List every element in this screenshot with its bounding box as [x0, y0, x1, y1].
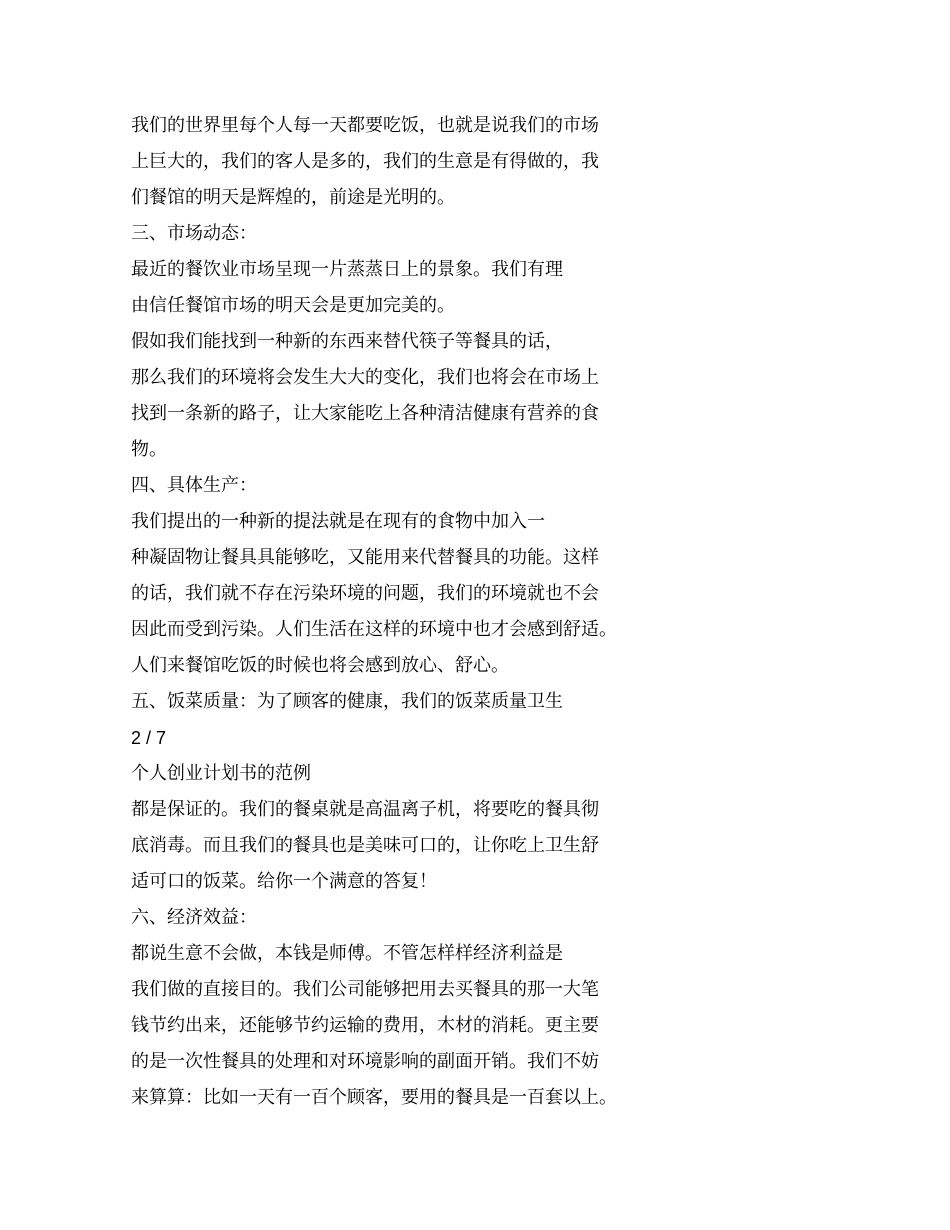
body-line: 适可口的饭菜。给你一个满意的答复！	[131, 871, 437, 892]
document-page	[131, 108, 931, 1116]
section-heading-production: 四、具体生产：	[131, 475, 257, 496]
body-line: 我们的世界里每个人每一天都要吃饭，也就是说我们的市场	[131, 115, 599, 136]
body-line: 们餐馆的明天是辉煌的，前途是光明的。	[131, 187, 455, 208]
body-line: 那么我们的环境将会发生大大的变化，我们也将会在市场上	[131, 367, 599, 388]
body-line: 种凝固物让餐具具能够吃，又能用来代替餐具的功能。这样	[131, 547, 599, 568]
body-line: 上巨大的，我们的客人是多的，我们的生意是有得做的，我	[131, 151, 599, 172]
body-line: 找到一条新的路子，让大家能吃上各种清洁健康有营养的食	[131, 403, 599, 424]
page-number: 2 / 7	[131, 728, 167, 748]
body-line: 因此而受到污染。人们生活在这样的环境中也才会感到舒适。	[131, 619, 617, 640]
section-heading-quality: 五、饭菜质量：为了顾客的健康，我们的饭菜质量卫生	[131, 691, 563, 712]
body-line: 的话，我们就不存在污染环境的问题，我们的环境就也不会	[131, 583, 599, 604]
body-line: 物。	[131, 439, 167, 460]
body-line: 人们来餐馆吃饭的时候也将会感到放心、舒心。	[131, 655, 509, 676]
body-line: 由信任餐馆市场的明天会是更加完美的。	[131, 295, 455, 316]
body-line: 我们做的直接目的。我们公司能够把用去买餐具的那一大笔	[131, 979, 599, 1000]
body-line: 的是一次性餐具的处理和对环境影响的副面开销。我们不妨	[131, 1051, 599, 1072]
body-line: 钱节约出来，还能够节约运输的费用，木材的消耗。更主要	[131, 1015, 599, 1036]
body-line: 都是保证的。我们的餐桌就是高温离子机，将要吃的餐具彻	[131, 799, 599, 820]
body-line: 底消毒。而且我们的餐具也是美味可口的，让你吃上卫生舒	[131, 835, 599, 856]
body-line: 都说生意不会做，本钱是师傅。不管怎样样经济利益是	[131, 943, 563, 964]
body-line: 假如我们能找到一种新的东西来替代筷子等餐具的话，	[131, 331, 563, 352]
section-heading-market: 三、市场动态：	[131, 223, 257, 244]
body-line: 来算算：比如一天有一百个顾客，要用的餐具是一百套以上。	[131, 1087, 617, 1108]
section-heading-economics: 六、经济效益：	[131, 907, 257, 928]
body-line: 我们提出的一种新的提法就是在现有的食物中加入一	[131, 511, 545, 532]
body-line: 最近的餐饮业市场呈现一片蒸蒸日上的景象。我们有理	[131, 259, 563, 280]
running-header: 个人创业计划书的范例	[131, 763, 311, 784]
